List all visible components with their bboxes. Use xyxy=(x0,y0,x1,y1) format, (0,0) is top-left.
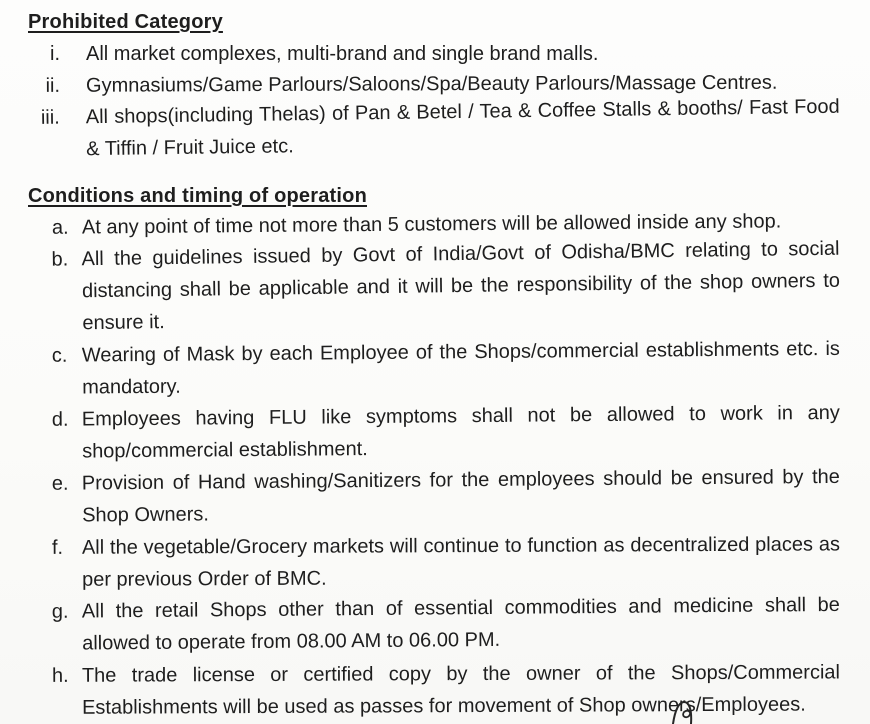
list-item xyxy=(28,589,841,660)
list-item xyxy=(28,38,840,70)
prohibited-category-list xyxy=(28,38,840,166)
list-item-text: Provision of Hand washing/Sanitizers for the employees should be ensured by the Shop Owners. xyxy=(81,465,840,527)
section-heading-conditions-timing: Conditions and timing of operation xyxy=(28,185,367,207)
list-item xyxy=(28,656,840,724)
list-item-text: The trade license or certified copy by the owner of the Shops/Commercial Establishments will be used as passes for movement of Shop owners/Employees. xyxy=(81,661,840,719)
list-marker: c. xyxy=(51,344,68,367)
list-marker: iii. xyxy=(40,106,60,129)
list-item xyxy=(28,333,841,404)
list-item xyxy=(28,397,841,468)
list-marker: i. xyxy=(50,43,60,65)
list-marker: d. xyxy=(51,408,69,431)
list-item xyxy=(28,91,841,166)
conditions-list xyxy=(28,212,840,724)
list-marker: f. xyxy=(51,536,64,559)
list-marker: a. xyxy=(51,216,69,239)
list-marker: ii. xyxy=(45,74,61,97)
list-item-text: At any point of time not more than 5 customers will be allowed inside any shop. xyxy=(81,210,782,239)
list-item-text: All the retail Shops other than of essential commodities and medicine shall be allowed to operate from 08.00 AM to 06.00 PM. xyxy=(81,593,840,655)
list-item-text: Gymnasiums/Game Parlours/Saloons/Spa/Beauty Parlours/Massage Centres. xyxy=(85,71,778,97)
list-marker: b. xyxy=(51,248,69,271)
list-item xyxy=(28,461,841,532)
list-marker: e. xyxy=(51,472,69,495)
list-item xyxy=(28,528,840,596)
list-item-text: All the vegetable/Grocery markets will continue to function as decentralized places as per previous Order of BMC. xyxy=(81,533,840,591)
list-item-text: All shops(including Thelas) of Pan & Betel / Tea & Coffee Stalls & booths/ Fast Food & Tiffin / Fruit Juice etc. xyxy=(85,95,840,161)
list-item-text: All the guidelines issued by Govt of India/Govt of Odisha/BMC relating to social distancing shall be applicable and it will be the responsibility of the shop owners to ensure it. xyxy=(81,237,841,335)
list-item xyxy=(27,233,840,340)
list-marker: h. xyxy=(51,664,69,687)
section-heading-prohibited-category: Prohibited Category xyxy=(28,11,223,33)
list-item-text: Wearing of Mask by each Employee of the Shops/commercial establishments etc. is mandatory. xyxy=(81,337,840,399)
handwritten-signature-mark xyxy=(668,700,702,724)
list-marker: g. xyxy=(51,600,69,623)
list-item-text: All market complexes, multi-brand and single brand malls. xyxy=(86,43,599,65)
list-item-text: Employees having FLU like symptoms shall not be allowed to work in any shop/commercial establishment. xyxy=(81,401,840,463)
